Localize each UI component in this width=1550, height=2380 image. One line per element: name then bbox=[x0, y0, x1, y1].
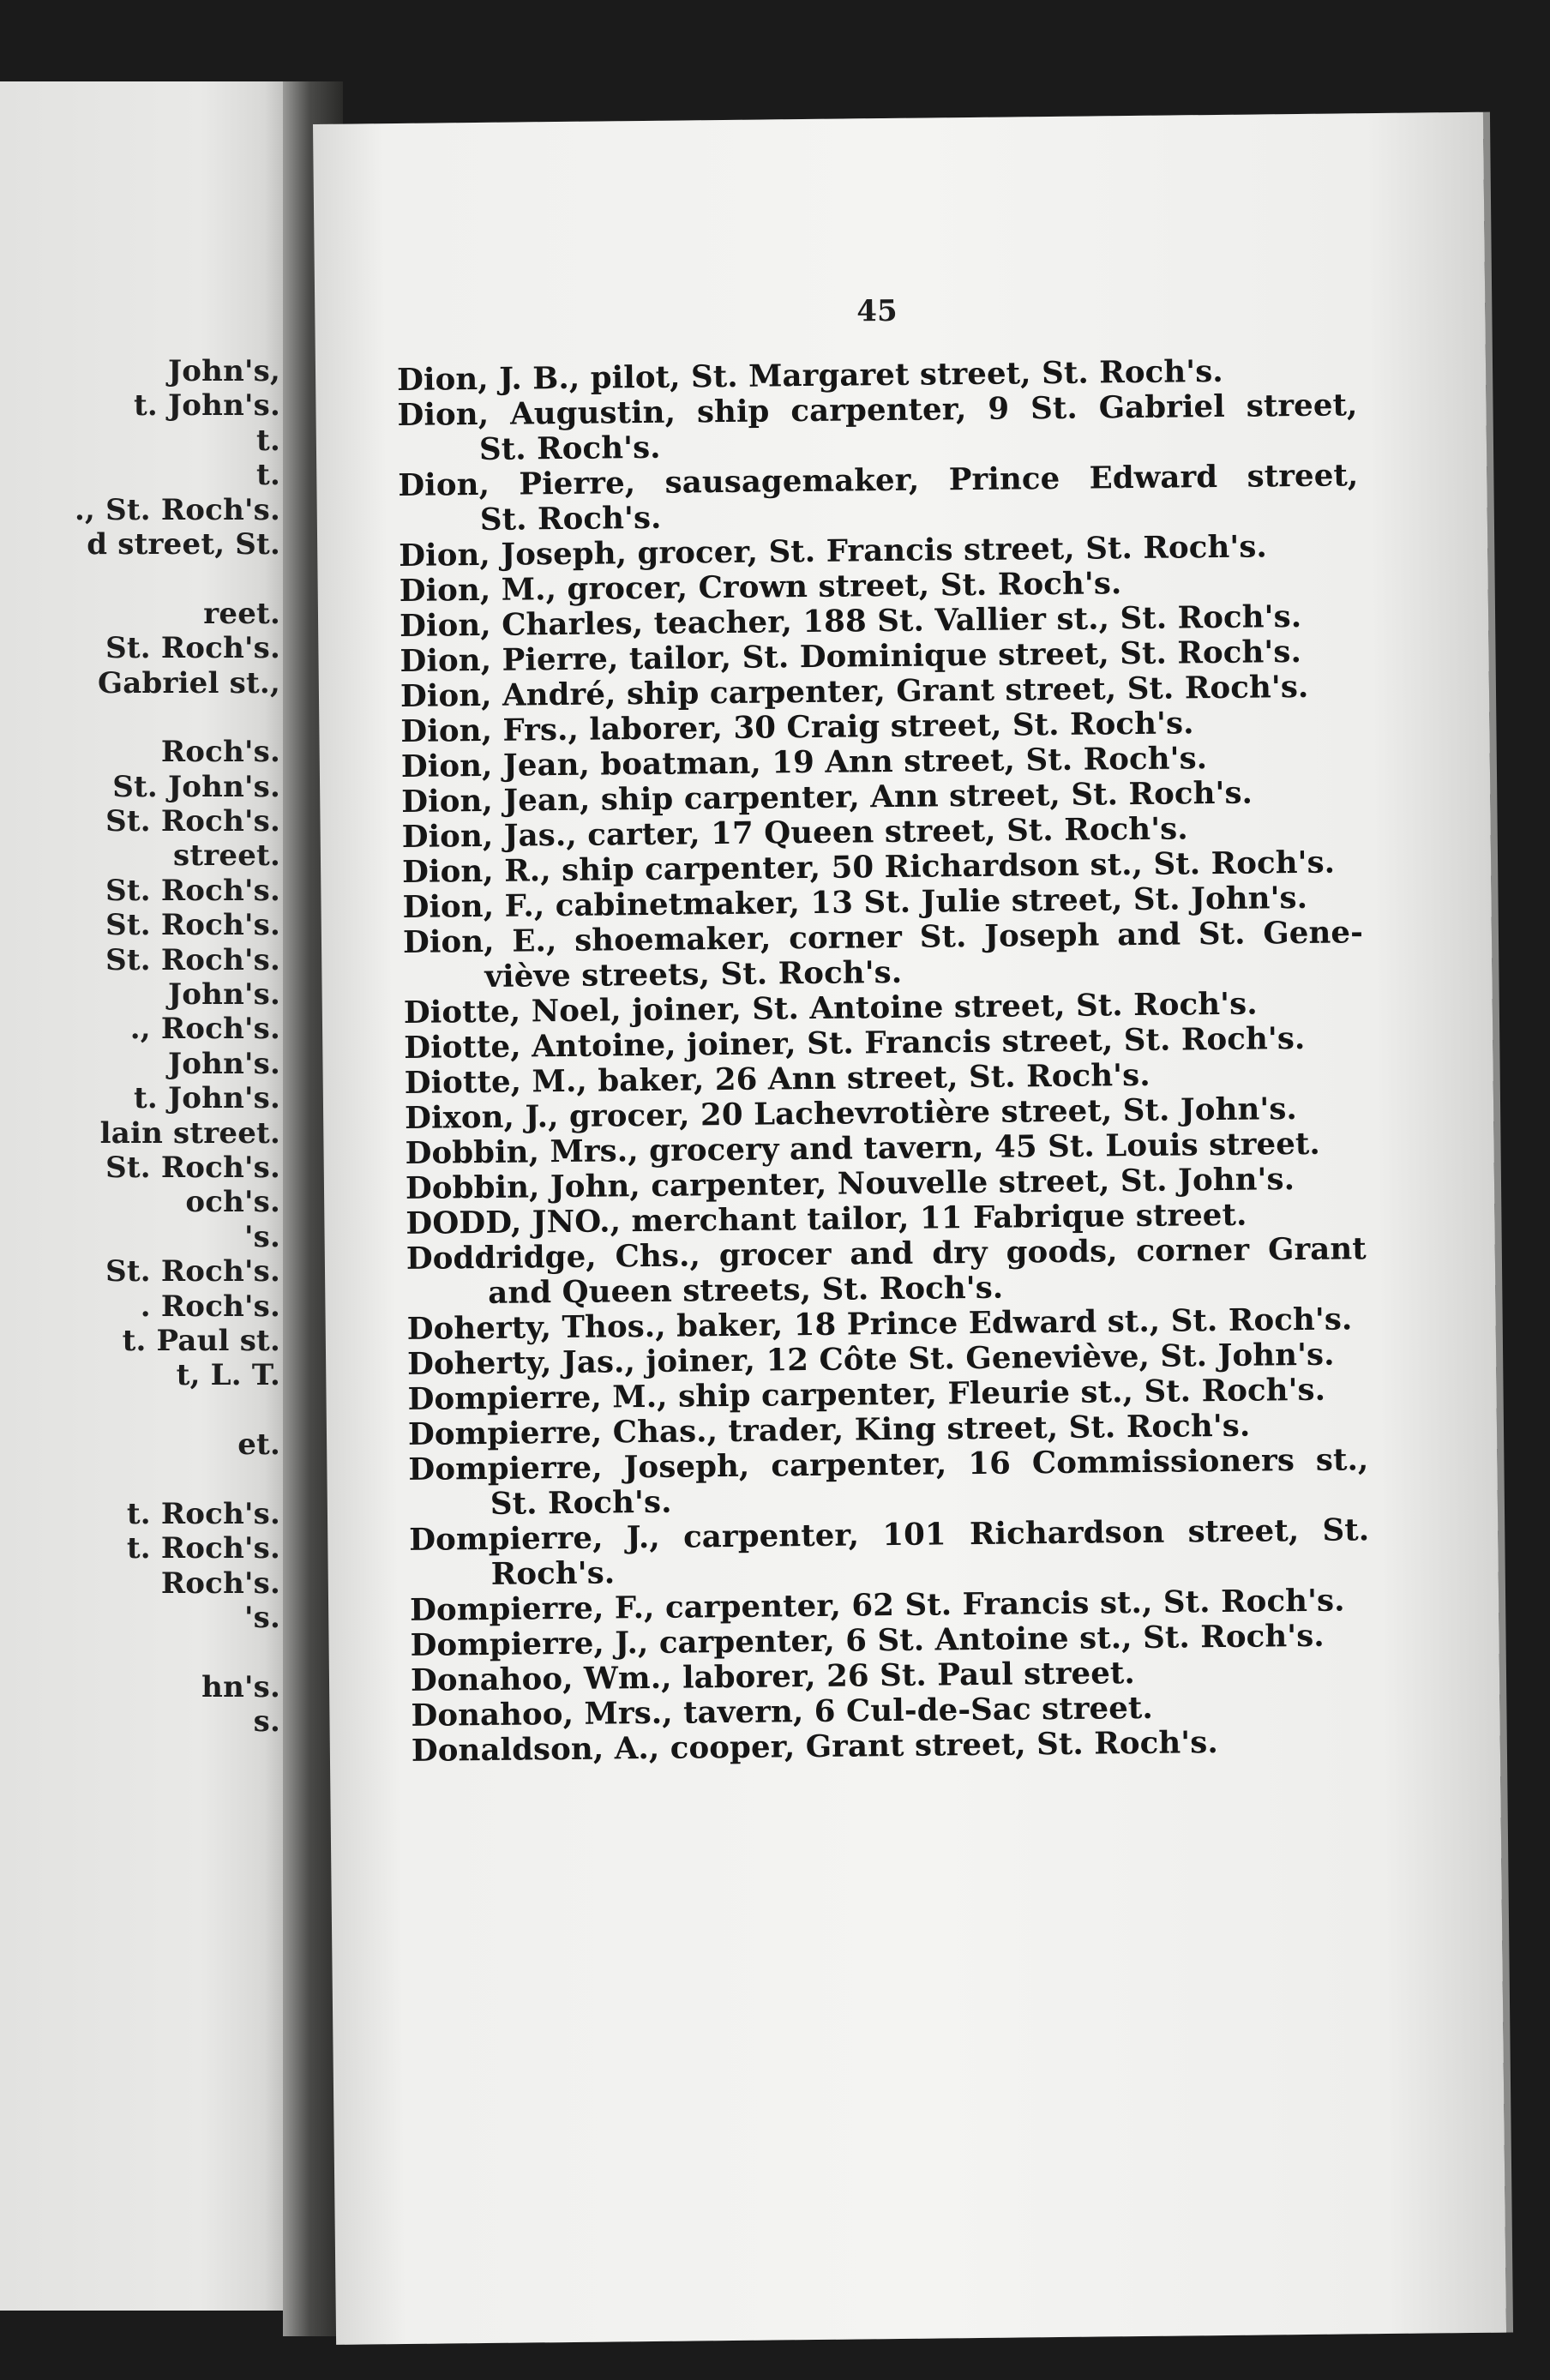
directory-entry-line: Donahoo, Wm., laborer, 26 St. Paul street. bbox=[410, 1656, 1136, 1698]
left-page-line: et. bbox=[237, 1427, 280, 1463]
left-page-line: ., St. Roch's. bbox=[75, 492, 280, 527]
entry-continuation-line: St. Roch's. bbox=[478, 430, 661, 467]
left-page-line: t. Paul st. bbox=[122, 1323, 280, 1358]
directory-entry-line: Dion, Jas., carter, 17 Queen street, St. Roch's. bbox=[401, 811, 1188, 855]
directory-entry-line: Donahoo, Mrs., tavern, 6 Cul-de-Sac street. bbox=[411, 1690, 1154, 1734]
directory-entry-line: Dion, André, ship carpenter, Grant street, St. Roch's. bbox=[400, 669, 1309, 714]
left-page-line: St. Roch's. bbox=[105, 873, 280, 908]
left-page-line: 's. bbox=[244, 1601, 280, 1636]
directory-entry-line: Dion, Augustin, ship carpenter, 9 St. Gabriel street, bbox=[397, 388, 1358, 433]
entry-continuation-line: St. Roch's. bbox=[479, 500, 662, 538]
entry-continuation-line: St. Roch's. bbox=[490, 1484, 672, 1522]
directory-entry-line: Dompierre, M., ship carpenter, Fleurie st., St. Roch's. bbox=[407, 1372, 1326, 1417]
directory-entry-line: Diotte, M., baker, 26 Ann street, St. Roch's. bbox=[404, 1057, 1150, 1101]
left-page-line: St. John's. bbox=[112, 769, 280, 804]
directory-entry-line: Dion, M., grocer, Crown street, St. Roch's. bbox=[399, 566, 1122, 609]
left-page-line: St. Roch's. bbox=[105, 1150, 280, 1185]
left-page-line: St. Roch's. bbox=[105, 804, 280, 839]
directory-entry-line: Dion, Pierre, sausagemaker, Prince Edward street, bbox=[398, 458, 1359, 503]
left-page-line: St. Roch's. bbox=[105, 942, 280, 977]
left-page-line: Gabriel st., bbox=[98, 665, 280, 700]
directory-entry-line: Dion, J. B., pilot, St. Margaret street, St. Roch's. bbox=[396, 353, 1223, 398]
left-page-line: St. Roch's. bbox=[105, 1254, 280, 1289]
left-page-line bbox=[0, 562, 280, 596]
entry-continuation-line: viève streets, St. Roch's. bbox=[484, 954, 903, 995]
left-page-line: t. John's. bbox=[134, 1081, 280, 1116]
left-page-line: John's. bbox=[168, 1046, 280, 1081]
directory-entry-line: Dion, Jean, ship carpenter, Ann street, St. Roch's. bbox=[401, 775, 1253, 820]
left-page-line: hn's. bbox=[201, 1669, 280, 1704]
directory-entry-line: Dion, Pierre, tailor, St. Dominique street, St. Roch's. bbox=[400, 634, 1302, 679]
left-page-text bbox=[0, 354, 280, 1740]
left-page-line: lain street. bbox=[99, 1115, 280, 1151]
left-page-line: t. John's. bbox=[134, 388, 280, 424]
directory-entry-line: Dion, E., shoemaker, corner St. Joseph and St. Gene- bbox=[402, 915, 1364, 960]
directory-entry-line: Doddridge, Chs., grocer and dry goods, corner Grant bbox=[406, 1231, 1367, 1277]
left-page-line: d street, St. bbox=[87, 526, 280, 562]
directory-entry-line: Dion, Charles, teacher, 188 St. Vallier st., St. Roch's. bbox=[399, 598, 1302, 644]
left-page-line: t. bbox=[256, 423, 280, 458]
left-page-line bbox=[0, 700, 280, 735]
left-page-line: och's. bbox=[185, 1185, 280, 1220]
right-page bbox=[313, 112, 1506, 2345]
directory-entry-line: Dompierre, J., carpenter, 6 St. Antoine st., St. Roch's. bbox=[410, 1618, 1325, 1663]
left-page-line: t. Roch's. bbox=[126, 1496, 280, 1531]
left-page bbox=[0, 81, 287, 2311]
entry-continuation-line: Roch's. bbox=[490, 1555, 616, 1592]
left-page-line: t. bbox=[256, 458, 280, 493]
entry-continuation-line: and Queen streets, St. Roch's. bbox=[488, 1270, 1004, 1311]
directory-entry-line: Doherty, Jas., joiner, 12 Côte St. Geneviève, St. John's. bbox=[406, 1337, 1335, 1382]
directory-entry-line: Dompierre, Chas., trader, King street, St. Roch's. bbox=[407, 1408, 1251, 1452]
left-page-line: . Roch's. bbox=[140, 1289, 280, 1324]
directory-entry-line: Dompierre, Joseph, carpenter, 16 Commissioners st., bbox=[408, 1442, 1369, 1488]
directory-entry-line: Dompierre, J., carpenter, 101 Richardson street, St. bbox=[409, 1512, 1370, 1558]
directory-entry-line: Dobbin, John, carpenter, Nouvelle street, St. John's. bbox=[405, 1162, 1295, 1206]
left-page-line: John's, bbox=[168, 354, 280, 388]
left-page-line bbox=[0, 1393, 280, 1427]
directory-entry-line: Dobbin, Mrs., grocery and tavern, 45 St. Louis street. bbox=[405, 1126, 1321, 1171]
left-page-line: Roch's. bbox=[160, 1566, 280, 1601]
directory-entry-line: DODD, JNO., merchant tailor, 11 Fabrique street. bbox=[406, 1197, 1247, 1241]
left-page-line: John's. bbox=[168, 977, 280, 1013]
directory-entry-line: Dion, Joseph, grocer, St. Francis street, St. Roch's. bbox=[399, 529, 1268, 574]
directory-entry-line: Diotte, Noel, joiner, St. Antoine street, St. Roch's. bbox=[403, 986, 1258, 1031]
left-page-line: street. bbox=[173, 838, 280, 874]
directory-entry-line: Dion, Jean, boatman, 19 Ann street, St. Roch's. bbox=[400, 741, 1208, 784]
left-page-line: t, L. T. bbox=[176, 1358, 280, 1393]
left-page-line: St. Roch's. bbox=[105, 908, 280, 943]
directory-entry-line: Donaldson, A., cooper, Grant street, St. Roch's. bbox=[411, 1725, 1219, 1769]
left-page-line: 's. bbox=[244, 1219, 280, 1254]
page-number: 45 bbox=[856, 293, 898, 329]
left-page-line: reet. bbox=[203, 596, 280, 631]
left-page-line: ., Roch's. bbox=[129, 1012, 280, 1047]
left-page-line bbox=[0, 1635, 280, 1669]
left-page-line: s. bbox=[253, 1704, 280, 1740]
directory-entry-line: Dixon, J., grocer, 20 Lachevrotière street, St. John's. bbox=[404, 1091, 1298, 1136]
left-page-line: St. Roch's. bbox=[105, 631, 280, 666]
directory-entry-line: Dion, Frs., laborer, 30 Craig street, St. Roch's. bbox=[400, 706, 1194, 749]
directory-entry-line: Dion, R., ship carpenter, 50 Richardson st., St. Roch's. bbox=[401, 844, 1336, 890]
directory-entry-line: Diotte, Antoine, joiner, St. Francis street, St. Roch's. bbox=[404, 1020, 1306, 1066]
directory-entry-line: Dion, F., cabinetmaker, 13 St. Julie street, St. John's. bbox=[402, 880, 1308, 925]
directory-entry-line: Doherty, Thos., baker, 18 Prince Edward st., St. Roch's. bbox=[406, 1301, 1353, 1347]
directory-entry-line: Dompierre, F., carpenter, 62 St. Francis st., St. Roch's. bbox=[409, 1583, 1345, 1628]
directory-entries bbox=[397, 353, 1372, 1770]
left-page-line: t. Roch's. bbox=[126, 1531, 280, 1566]
left-page-line: Roch's. bbox=[160, 735, 280, 770]
left-page-line bbox=[0, 1463, 280, 1497]
